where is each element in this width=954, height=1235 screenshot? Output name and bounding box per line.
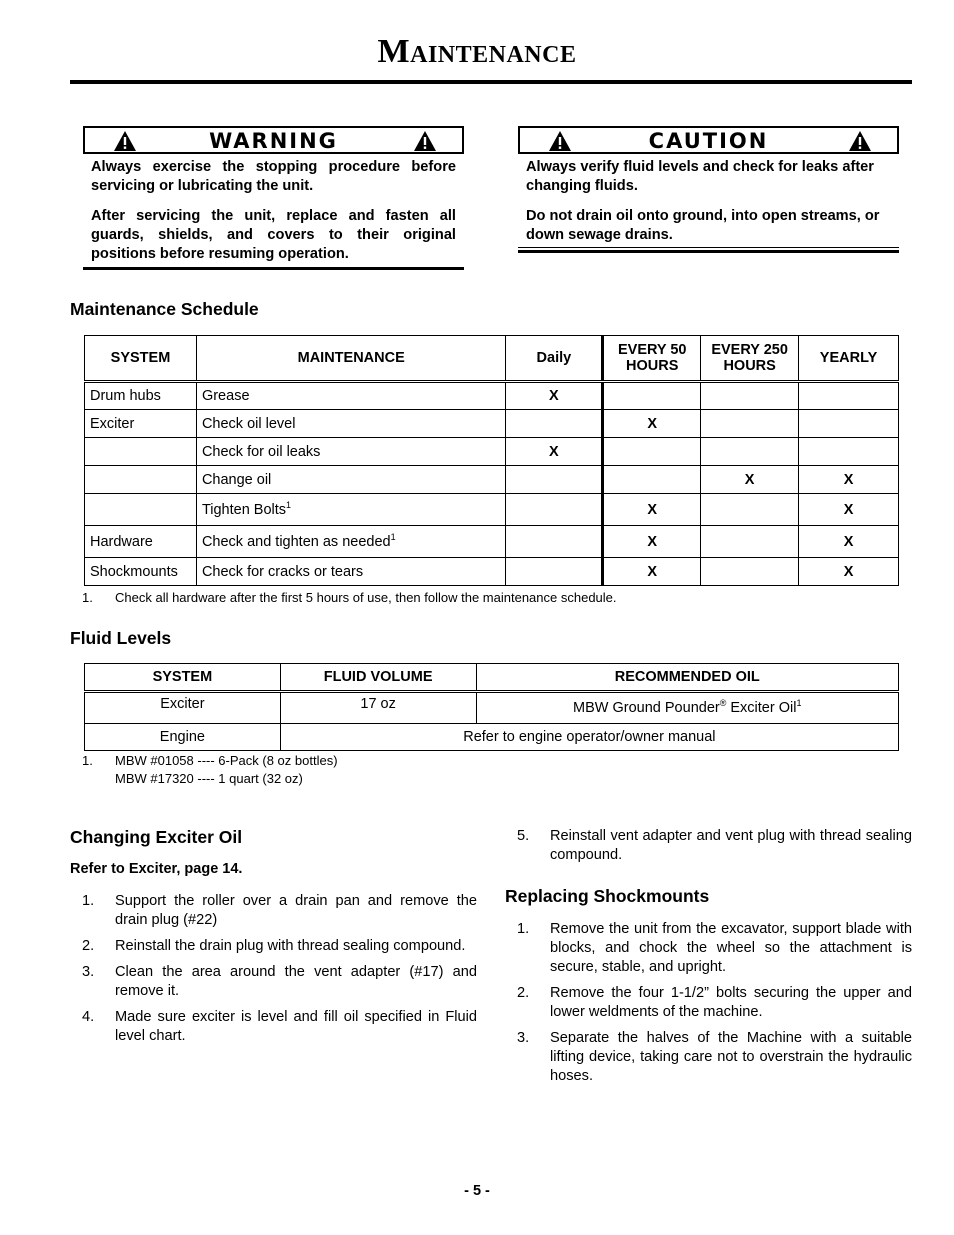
exciter-oil-steps-continued (505, 827, 912, 872)
footnote-text-2: MBW #17320 ---- 1 quart (32 oz) (115, 771, 303, 786)
table-row (85, 438, 899, 466)
footnote-number: 1. (82, 753, 93, 768)
step-text: Reinstall the drain plug with thread sealing compound. (115, 938, 466, 954)
exciter-reference: Refer to Exciter, page 14. (70, 861, 243, 877)
cell-50: X (603, 558, 701, 586)
shockmount-steps (505, 920, 912, 1093)
maintenance-schedule-table (84, 335, 899, 586)
cell-oil: Refer to engine operator/owner manual (280, 724, 898, 751)
caution-text-1: Always verify fluid levels and check for leaks after changing fluids. (526, 159, 874, 194)
col-header: EVERY 250 HOURS (701, 336, 799, 382)
step-number: 5. (517, 828, 530, 844)
step-number: 1. (82, 893, 95, 909)
col-header: YEARLY (799, 336, 899, 382)
table-row (85, 494, 899, 526)
footnote-marker: 1 (286, 499, 292, 510)
cell-50: X (603, 526, 701, 558)
cell-system: Drum hubs (85, 382, 197, 410)
cell-task (196, 466, 506, 494)
cell-yearly (799, 438, 899, 466)
caution-bottom-rule-2 (518, 250, 899, 253)
warning-header (83, 126, 464, 154)
step-text: Remove the four 1-1/2” bolts securing the upper and lower weldments of the machine. (550, 985, 912, 1020)
list-item (505, 984, 912, 1022)
col-header: FLUID VOLUME (280, 664, 476, 692)
caution-header (518, 126, 899, 154)
page-title: Maintenance (377, 33, 577, 70)
footnote-number: 1. (82, 590, 93, 605)
warning-box (83, 126, 464, 274)
cell-yearly (799, 410, 899, 438)
step-number: 3. (517, 1030, 530, 1046)
cell-task (196, 558, 506, 586)
cell-daily (506, 494, 603, 526)
warning-bottom-rule (83, 267, 464, 270)
warning-body (91, 158, 456, 275)
task-text: Tighten Bolts (201, 501, 287, 518)
cell-250 (701, 558, 799, 586)
table-row (85, 466, 899, 494)
fluid-levels-heading: Fluid Levels (70, 628, 172, 648)
step-text: Separate the halves of the Machine with a suitable lifting device, taking care not to overstrain the hydraulic hoses. (550, 1030, 912, 1084)
list-item (505, 1029, 912, 1086)
cell-yearly: X (799, 558, 899, 586)
title-rule (70, 80, 912, 84)
cell-50 (603, 382, 701, 410)
caution-label: CAUTION (648, 129, 769, 153)
cell-oil (476, 692, 898, 724)
task-text: Check for cracks or tears (201, 563, 364, 580)
cell-task (196, 410, 506, 438)
step-number: 2. (517, 985, 530, 1001)
table-row (85, 526, 899, 558)
cell-250 (701, 438, 799, 466)
cell-50 (603, 438, 701, 466)
list-item (505, 920, 912, 977)
cell-daily (506, 526, 603, 558)
table-header-row (85, 336, 899, 382)
step-number: 2. (82, 938, 95, 954)
step-text: Reinstall vent adapter and vent plug with thread sealing compound. (550, 828, 912, 863)
step-number: 3. (82, 964, 95, 980)
warning-text-1: Always exercise the stopping procedure before servicing or lubricating the unit. (91, 159, 456, 194)
table-row (85, 410, 899, 438)
col-header: MAINTENANCE (196, 336, 506, 382)
cell-50 (603, 466, 701, 494)
cell-task (196, 526, 506, 558)
list-item (70, 937, 477, 956)
cell-250: X (701, 466, 799, 494)
cell-daily: X (506, 438, 603, 466)
cell-system: Shockmounts (85, 558, 197, 586)
changing-exciter-oil-heading: Changing Exciter Oil (70, 827, 243, 847)
step-text: Made sure exciter is level and fill oil specified in Fluid level chart. (115, 1009, 477, 1044)
task-text: Check for oil leaks (201, 443, 321, 460)
cell-task (196, 382, 506, 410)
cell-daily (506, 410, 603, 438)
task-text: Change oil (201, 471, 272, 488)
exciter-oil-steps (70, 892, 477, 1053)
list-item (505, 827, 912, 865)
footnote-text-1: MBW #01058 ---- 6-Pack (8 oz bottles) (115, 753, 338, 768)
warning-label: WARNING (209, 129, 338, 153)
schedule-footnote (82, 589, 617, 607)
footnote-marker: 1 (390, 531, 396, 542)
footnote-text: Check all hardware after the first 5 hours of use, then follow the maintenance schedule. (115, 590, 617, 605)
task-text: Check and tighten as needed (201, 533, 391, 550)
list-item (70, 892, 477, 930)
step-text: Remove the unit from the excavator, support blade with blocks, and chock the wheel so the attachment is secure, stable, and upright. (550, 921, 912, 975)
fluid-levels-table (84, 663, 899, 751)
cell-50: X (603, 410, 701, 438)
cell-250 (701, 526, 799, 558)
cell-volume: 17 oz (280, 692, 476, 724)
cell-system: Hardware (85, 526, 197, 558)
caution-text-2: Do not drain oil onto ground, into open streams, or down sewage drains. (526, 208, 880, 243)
caution-bottom-rule (518, 247, 899, 248)
col-header: RECOMMENDED OIL (476, 664, 898, 692)
warning-text-2: After servicing the unit, replace and fasten all guards, shields, and covers to their original positions before resuming operation. (91, 208, 456, 262)
cell-system: Engine (85, 724, 281, 751)
cell-250 (701, 494, 799, 526)
cell-50: X (603, 494, 701, 526)
cell-system: Exciter (85, 692, 281, 724)
caution-triangle-icon-right (848, 130, 872, 152)
cell-system (85, 438, 197, 466)
page-number: - 5 - (464, 1183, 490, 1199)
list-item (70, 963, 477, 1001)
cell-daily (506, 558, 603, 586)
maintenance-schedule-heading: Maintenance Schedule (70, 299, 259, 319)
caution-box (518, 126, 899, 256)
table-header-row (85, 664, 899, 692)
step-text: Clean the area around the vent adapter (#17) and remove it. (115, 964, 477, 999)
col-header: Daily (506, 336, 603, 382)
caution-body (526, 158, 891, 256)
cell-yearly: X (799, 494, 899, 526)
table-row (85, 724, 899, 751)
cell-system (85, 466, 197, 494)
task-text: Check oil level (201, 415, 296, 432)
col-header: SYSTEM (85, 336, 197, 382)
cell-task (196, 494, 506, 526)
cell-system (85, 494, 197, 526)
cell-yearly (799, 382, 899, 410)
table-row (85, 382, 899, 410)
cell-yearly: X (799, 526, 899, 558)
step-text: Support the roller over a drain pan and remove the drain plug (#22) (115, 893, 477, 928)
cell-task (196, 438, 506, 466)
list-item (70, 1008, 477, 1046)
footnote-marker: 1 (796, 698, 802, 709)
col-header: EVERY 50 HOURS (603, 336, 701, 382)
col-header: SYSTEM (85, 664, 281, 692)
oil-name-suffix: Exciter Oil (726, 700, 797, 716)
table-row (85, 692, 899, 724)
cell-system: Exciter (85, 410, 197, 438)
task-text: Grease (201, 388, 250, 404)
warning-triangle-icon-right (413, 130, 437, 152)
step-number: 4. (82, 1009, 95, 1025)
cell-yearly: X (799, 466, 899, 494)
cell-daily: X (506, 382, 603, 410)
cell-250 (701, 382, 799, 410)
cell-daily (506, 466, 603, 494)
registered-mark: ® (719, 698, 727, 709)
table-row (85, 558, 899, 586)
cell-250 (701, 410, 799, 438)
step-number: 1. (517, 921, 530, 937)
replacing-shockmounts-heading: Replacing Shockmounts (505, 886, 710, 906)
oil-name: MBW Ground Pounder (573, 700, 720, 716)
fluid-footnote (82, 752, 338, 786)
